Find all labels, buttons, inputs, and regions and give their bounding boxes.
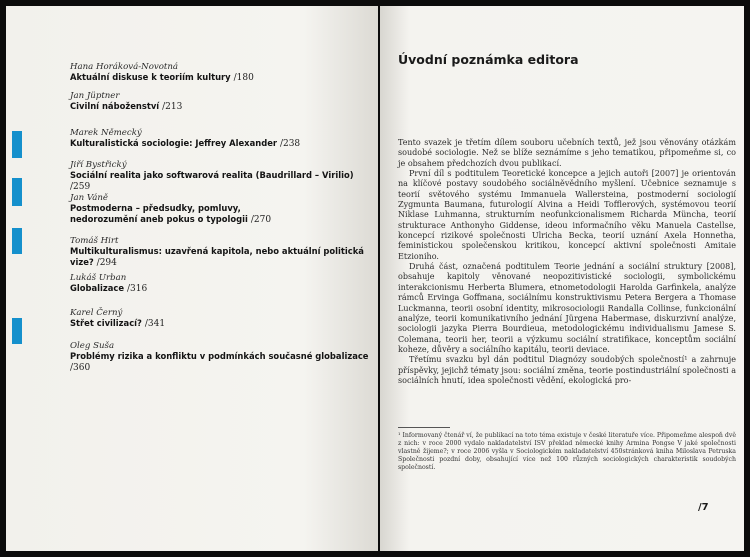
blue-edge-tab [12, 131, 22, 158]
toc-entry [70, 160, 370, 193]
footnote-divider [398, 427, 450, 428]
toc-title: Aktuální diskuse k teoriím kultury [70, 72, 231, 82]
toc-title-line [70, 170, 370, 193]
toc-page-number: /341 [144, 319, 166, 329]
toc-title-line [70, 283, 147, 295]
toc-title: Globalizace [70, 283, 125, 293]
toc-author: Karel Černý [70, 308, 123, 318]
toc-page-number: /270 [250, 215, 272, 225]
toc-entry [70, 62, 254, 84]
toc-page-number: /316 [126, 284, 148, 294]
toc-author: Oleg Suša [70, 341, 115, 351]
toc-title: Multikulturalismus: uzavřená kapitola, nebo aktuální politická vize? [70, 246, 364, 267]
toc-title: Sociální realita jako softwarová realita (Baudrillard – Virilio) [70, 170, 354, 180]
blue-edge-tab [12, 228, 22, 254]
toc-entry [70, 91, 182, 113]
toc-title-line [70, 351, 370, 374]
paragraph: První díl s podtitulem Teoretické koncepce a jejich autoři [2007] je orientován na klíčové postavy soudobého sociálněvědního myšlení. Učebnice seznamuje s teorií světového systému Immanuela Wallersteina, postmoderní sociologií Zygmunta Baumana, futurologií Alvina a Heidi Tofflerových, systémovou teorií Niklase Luhmanna, strukturním neofunkcionalismem Richarda Müncha, teorií strukturace Anthonyho Giddense, ideou informačního věku Manuela Castellse, koncepcí rizikové společnosti Ulricha Becka, teorií uznání Axela Honnetha, feministickou společenskou kritikou, koncepcí aktivní společnosti Amitaie Etzioniho. [398, 169, 736, 261]
toc-entry [70, 128, 300, 150]
toc-title-line [70, 72, 254, 84]
footnote: ¹ Informovaný čtenář ví, že publikací na toto téma existuje v české literatuře více. Připomeňme alespoň dvě z nich: v roce 2000 vydalo nakladatelství ISV překlad německé knihy Armina Pongse V jaké společnosti vlastně žijeme?; v roce 2006 vyšla v Sociologickém nakladatelství 450stránková kniha Miloslava Petruska Společnosti pozdní doby, obsahující více než 100 různých sociologických charakteristik soudobých společností. [398, 432, 736, 472]
blue-edge-tab [12, 318, 22, 344]
toc-title-line [70, 203, 310, 226]
paragraph: Třetímu svazku byl dán podtitul Diagnózy soudobých společností¹ a zahrnuje příspěvky, jejichž tématy jsou: sociální změna, teorie postindustriální společnosti a sociálních hnutí, idea společnosti vědění, ekologická pro- [398, 355, 736, 385]
toc-author: Jan Váně [70, 193, 108, 203]
toc-title: Civilní náboženství [70, 101, 160, 111]
page-number: /7 [698, 502, 709, 513]
right-page [380, 6, 744, 551]
toc-author: Tomáš Hirt [70, 236, 119, 246]
toc-author: Hana Horáková-Novotná [70, 62, 179, 72]
toc-title-line [70, 318, 165, 330]
toc-title-line [70, 246, 370, 269]
page-title: Úvodní poznámka editora [398, 52, 579, 67]
paragraph: Tento svazek je třetím dílem souboru učebních textů, jež jsou věnovány otázkám soudobé sociologie. Než se blíže seznámíme s jeho tematikou, připomeňme si, co je obsahem předchozích dvou publikací. [398, 138, 736, 168]
body-text [398, 138, 736, 386]
toc-page-number: /360 [70, 363, 91, 373]
toc-title: Problémy rizika a konfliktu v podmínkách současné globalizace [70, 351, 369, 361]
toc-author: Lukáš Urban [70, 273, 127, 283]
paragraph: Druhá část, označená podtitulem Teorie jednání a sociální struktury [2008], obsahuje kapitoly věnované neopozitivistické sociologii, symbolickému interakcionismu Herberta Blumera, etnometodologii Harolda Garfinkela, analýze rámců Ervinga Goffmana, sociálnímu konstruktivismu Petera Bergera a Thomase Luckmanna, teorii osobní identity, mikrosociologii Randalla Collinse, funkcionální analýze, teorii komunikativního jednání Jürgena Habermase, diskurzivní analýze, sociologii jazyka Pierra Bourdieua, metodologickému individualismu Jamese S. Colemana, teorii her, teorii a výzkumu sociální stratifikace, konceptům sociální koheze, důvěry a sociálního kapitálu, teorii deviace. [398, 262, 736, 354]
toc-entry [70, 236, 370, 269]
toc-title-line [70, 101, 182, 113]
toc-title-line [70, 138, 300, 150]
toc-entry [70, 273, 147, 295]
toc-author: Jan Jüptner [70, 91, 120, 101]
toc-entry [70, 193, 310, 226]
toc-title: Postmoderna – předsudky, pomluvy, nedorozumění aneb pokus o typologii [70, 203, 248, 224]
toc-title: Střet civilizací? [70, 318, 142, 328]
toc-page-number: /294 [96, 258, 117, 268]
toc-title: Kulturalistická sociologie: Jeffrey Alexander [70, 138, 278, 148]
toc-author: Jiří Bystřický [70, 160, 127, 170]
toc-page-number: /213 [162, 102, 183, 112]
toc-entry [70, 308, 165, 330]
toc-page-number: /259 [70, 182, 91, 192]
left-page [6, 6, 378, 551]
blue-edge-tab [12, 178, 22, 206]
toc-page-number: /238 [279, 139, 301, 149]
toc-entry [70, 341, 370, 374]
toc-author: Marek Německý [70, 128, 142, 138]
toc-page-number: /180 [233, 73, 254, 83]
